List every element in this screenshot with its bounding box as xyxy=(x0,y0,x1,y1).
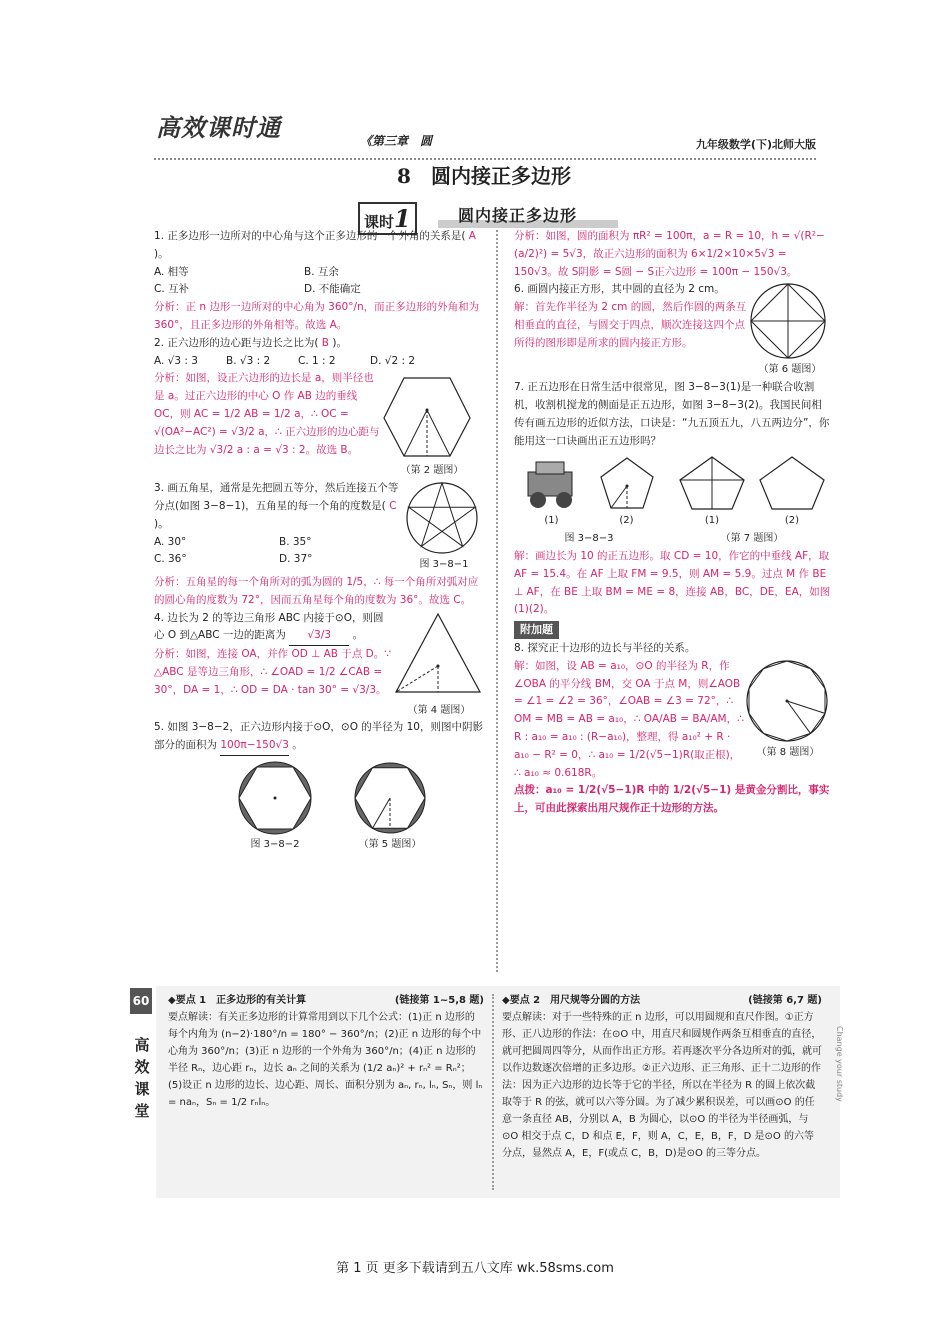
figure-caption: （第 8 题图） xyxy=(756,746,820,758)
figure-caption: （第 5 题图） xyxy=(358,838,422,850)
hexagon-figure xyxy=(382,370,472,462)
lesson-banner xyxy=(358,198,618,233)
page-title: 8 圆内接正多边形 xyxy=(397,164,571,188)
star-figure xyxy=(404,480,480,556)
pentagon-figure xyxy=(597,454,657,512)
analysis-text: 分析：如图，设正六边形的边长是 a，则半径也是 a。过正六边形的中心 O 作 AB 边的垂线 OC，则 AC = 1/2 AB = 1/2 a，∴ OC = √(OA²−AC²) = √3/2 a，∴ 正六边形的边心距与边长之比为 √3/2 a : a = √3 : 2。故选 B。 xyxy=(154,372,380,456)
lesson-number: 1 xyxy=(394,204,411,233)
harvester-figure xyxy=(522,454,582,512)
question-2: 2. 正六边形的边心距与边长之比为( B )。 A. √3 : 3 B. √3 : 2 C. 1 : 2 D. √2 : 2 分析：如图，设正六边形的边长是 a，则半径也是 a。过正六边形的中心 O 作 AB 边的垂线 OC，则 AC = 1/2 AB = 1/2 a，∴ OC = √(OA²−AC²) = √3/2 a，∴ 正六边形的边心距与边长之比为 √3/2 a : a = √3 : 2。故选 B。 （第 2 题图） xyxy=(154,335,486,480)
triangle-figure xyxy=(392,610,484,702)
question-7: 7. 正五边形在日常生活中很常见，图 3−8−3(1)是一种联合收割机，收割机搅龙的侧面是正五边形，如图 3−8−3(2)。我国民间相传有画五边形的近似方法，口诀是：“九五顶五九，八五两边分”，你能用这一口诀画出正五边形吗？ (1) (2) 图 3−8−3 (1) (2) （第 7 题图） 解：画边长为 10 的正五边形。取 CD = 10，作它的中垂线 AF，取 AF = 15.4。在 AF 上取 FM = 9.5，则 AM = 5.9。过点 M 作 BE ⊥ AF，在 BE 上取 BM = ME = 8，连接 AB，BC，DE，EA，如图(1)(2)。 xyxy=(514,379,832,619)
inscribed-square-figure xyxy=(748,281,828,361)
pentagon-construction-figure xyxy=(677,454,747,512)
pentagon-result-figure xyxy=(757,454,827,512)
analysis-text: 分析：五角星的每一个角所对的弧为圆的 1/5，∴ 每一个角所对弧对应的圆心角的度数为 72°，因而五角星每个角的度数为 36°。故选 C。 xyxy=(154,575,479,606)
page-header xyxy=(154,102,816,160)
figure-caption: （第 7 题图） xyxy=(720,533,784,545)
page-number: 60 xyxy=(130,988,152,1014)
analysis-text: 分析：如图，连接 OA，并作 OD ⊥ AB 于点 D。∵ △ABC 是等边三角形，∴ ∠OAD = 1/2 ∠CAB = 30°，DA = 1，∴ OD = DA · tan 30° = √3/3。 xyxy=(154,648,391,696)
key-points-panel xyxy=(128,986,844,1198)
question-8: 8. 探究正十边形的边长与半径的关系。 解：如图，设 AB = a₁₀，⊙O 的半径为 R，作∠OBA 的平分线 BM，交 OA 于点 M，则∠AOB = ∠1 = ∠2 = 36°，∠OAB = ∠3 = 72°，∴ OM = MB = AB = a₁₀，∴ OA/AB = BA/AM，∴ R : a₁₀ = a₁₀ : (R−a₁₀)，整理，得 a₁₀² + R · a₁₀ − R² = 0，∴ a₁₀ = 1/2(√5−1)R(取正根)，∴ a₁₀ ≈ 0.618R。 （第 8 题图） 点拨：a₁₀ = 1/2(√5−1)R 中的 1/2(√5−1) 是黄金分割比，事实上，可由此探索出用尺规作正十边形的方法。 xyxy=(514,640,832,818)
figure-caption: 图 3−8−1 xyxy=(419,559,469,571)
shaded-hexagon-figure xyxy=(230,760,320,836)
analysis-text: 解：如图，设 AB = a₁₀，⊙O 的半径为 R，作∠OBA 的平分线 BM，交 OA 于点 M，则∠AOB = ∠1 = ∠2 = 36°，∠OAB = ∠3 = 72°，∴ OM = MB = AB = a₁₀，∴ OA/AB = BA/AM，∴ R : a₁₀ = a₁₀ : (R−a₁₀)，整理，得 a₁₀² + R · a₁₀ − R² = 0，∴ a₁₀ = 1/2(√5−1)R(取正根)，∴ a₁₀ ≈ 0.618R。 xyxy=(514,659,744,779)
sidebar-label: 高效课堂 xyxy=(134,1036,150,1120)
brand-logo: 高效课时通 xyxy=(156,113,281,142)
hint-text: 点拨：a₁₀ = 1/2(√5−1)R 中的 1/2(√5−1) 是黄金分割比，事实上，可由此探索出用尺规作正十边形的方法。 xyxy=(514,784,830,815)
extra-question-tag: 附加题 xyxy=(514,621,559,639)
key-point-2: (链接第 6,7 题) ◆要点 2 用尺规等分圆的方法 要点解读：对于一些特殊的正 n 边形，可以用圆规和直尺作图。①正方形、正八边形的作法：在⊙O 中，用直尺和圆规作两条互相垂直的直径，就可把圆周四等分，从而作出正方形。若再逐次平分各边所对的弧，就可以作边数逐次倍增的正多边形。②正六边形、正三角形、正十二边形的作法：因为正六边形的边长等于它的半径，所以在半径为 R 的圆上依次截取等于 R 的弦，就可以六等分圆。为了减少累积误差，可以画⊙O 的任意一条直径 AB，分别以 A，B 为圆心，以⊙O 的半径为半径画弧，与⊙O 相交于点 C，D 和点 E，F，则 A，C，E，B，F，D 是⊙O 的六等分点，显然点 A，E，F(或点 C，B，D)是⊙O 的三等分点。 xyxy=(502,995,822,1159)
footer-text: 第 1 页 更多下载请到五八文库 wk.58sms.com xyxy=(336,1261,614,1276)
chapter-label: 《第三章 圆 xyxy=(360,134,433,148)
question-4: 4. 边长为 2 的等边三角形 ABC 内接于⊙O，则圆心 O 到△ABC 一边的距离为 √3/3 。 分析：如图，连接 OA，并作 OD ⊥ AB 于点 D。∵ △ABC 是等边三角形，∴ ∠OAD = 1/2 ∠CAB = 30°，DA = 1，∴ OD = DA · tan 30° = √3/3。 （第 4 题图） xyxy=(154,610,486,720)
question-3: 3. 画五角星，通常是先把圆五等分，然后连接五个等分点(如图 3−8−1)，五角星的每一个角的度数是( C )。 A. 30° B. 35° C. 36° D. 37° 图 3−8−1 xyxy=(154,480,486,574)
analysis-text: 解：画边长为 10 的正五边形。取 CD = 10，作它的中垂线 AF，取 AF = 15.4。在 AF 上取 FM = 9.5，则 AM = 5.9。过点 M 作 BE ⊥ AF，在 BE 上取 BM = ME = 8，连接 AB，BC，DE，EA，如图(1)(2)。 xyxy=(514,549,831,616)
right-column xyxy=(514,228,832,818)
hexagon-circle-figure xyxy=(352,760,428,836)
lesson-label: 课时 xyxy=(364,213,395,231)
analysis-text: 分析：如图，圆的面积为 πR² = 100π，a = R = 10，h = √(R²−(a/2)²) = 5√3，故正六边形的面积为 6×1/2×10×5√3 = 150√3。故 S阴影 = S圆 − S正六边形 = 100π − 150√3。 xyxy=(514,230,825,278)
figure-caption: （第 6 题图） xyxy=(758,364,822,376)
figure-caption: （第 4 题图） xyxy=(407,704,471,716)
question-5: 5. 如图 3−8−2，正六边形内接于⊙O，⊙O 的半径为 10，则图中阴影部分的面积为 100π−150√3 。 图 3−8−2 （第 5 题图） xyxy=(154,719,486,853)
lesson-name: 圆内接正多边形 xyxy=(458,206,578,225)
decagon-figure xyxy=(744,658,830,744)
figure-caption: 图 3−8−2 xyxy=(250,838,300,850)
key-point-1: (链接第 1~5,8 题) ◆要点 1 正多边形的有关计算 要点解读：有关正多边形的计算常用到以下几个公式：(1)正 n 边形的每个内角为 (n−2)·180°/n = 180° − 360°/n；(2)正 n 边形的每个中心角为 360°/n；(3)正 n 边形的一个外角为 360°/n；(4)正 n 边形的半径 Rₙ，边心距 rₙ，边长 aₙ 之间的关系为 (1/2 aₙ)² + rₙ² = Rₙ²；(5)设正 n 边形的边长、边心距、周长、面积分别为 aₙ, rₙ, lₙ, Sₙ，则 lₙ = naₙ，Sₙ = 1/2 rₙlₙ。 xyxy=(168,995,484,1108)
document-page xyxy=(128,98,844,1203)
left-column xyxy=(154,228,486,854)
question-6: 6. 画圆内接正方形，其中圆的直径为 2 cm。 解：首先作半径为 2 cm 的圆，然后作圆的两条互相垂直的直径，与圆交于四点，顺次连接这四个点所得的图形即是所求的圆内接正方形。 （第 6 题图） xyxy=(514,281,832,379)
side-note: Change your study xyxy=(835,1026,844,1102)
figure-caption: 图 3−8−3 xyxy=(564,533,614,545)
figure-caption: （第 2 题图） xyxy=(400,465,464,477)
question-1: 1. 正多边形一边所对的中心角与这个正多边形的一个外角的关系是( A )。 A. 相等 B. 互余 C. 互补 D. 不能确定 分析：正 n 边形一边所对的中心角为 360°/n，而正多边形的外角和为 360°，且正多边形的外角相等。故选 A。 xyxy=(154,228,486,335)
grade-label: 九年级数学(下)北师大版 xyxy=(695,138,816,151)
analysis-text: 分析：正 n 边形一边所对的中心角为 360°/n，而正多边形的外角和为 360°，且正多边形的外角相等。故选 A。 xyxy=(154,301,480,331)
analysis-text: 解：首先作半径为 2 cm 的圆，然后作圆的两条互相垂直的直径，与圆交于四点，顺次连接这四个点所得的图形即是所求的圆内接正方形。 xyxy=(514,301,747,349)
